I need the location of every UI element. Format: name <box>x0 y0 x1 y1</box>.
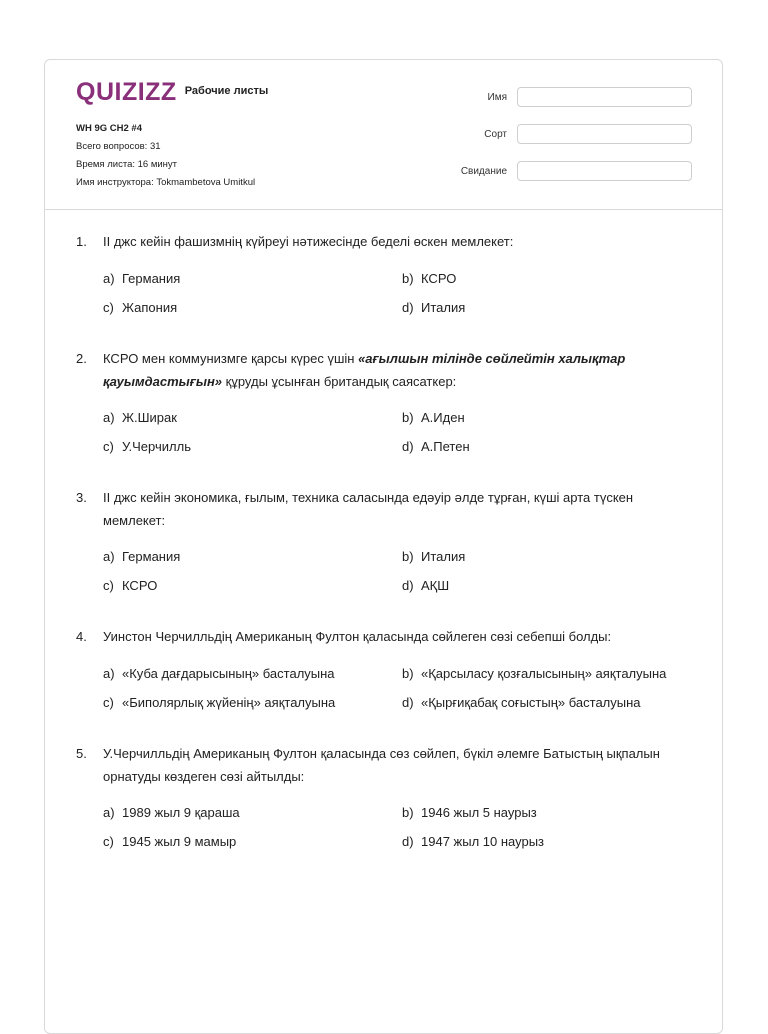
class-row <box>442 123 692 145</box>
option-a: a) Германия <box>103 271 181 286</box>
question-number: 1. <box>76 234 87 249</box>
question-emphasis: «ағылшын тілінде сөйлейтін халықтар қауымдастығын» <box>103 351 626 389</box>
worksheet-meta <box>76 120 255 192</box>
date-label: Свидание <box>460 165 507 177</box>
question-text: II джс кейін фашизмнің күйреуі нәтижесінде беделі өскен мемлекет: <box>103 234 514 249</box>
question-number: 3. <box>76 490 87 505</box>
date-field[interactable] <box>517 161 692 181</box>
option-c: c) 1945 жыл 9 мамыр <box>103 834 237 849</box>
question-text: Уинстон Черчилльдің Американың Фултон қаласында сөйлеген сөзі себепші болды: <box>103 629 612 644</box>
option-c: c) Жапония <box>103 300 178 315</box>
question-text: КСРО мен коммунизмге қарсы күрес үшін «ағылшын тілінде сөйлейтін халықтар қауымдастығын» құруды ұсынған британдық саясаткер: <box>103 351 626 389</box>
class-label: Сорт <box>484 128 507 140</box>
name-row <box>442 86 692 108</box>
question-number: 2. <box>76 351 87 366</box>
worksheets-label: Рабочие листы <box>184 84 269 97</box>
option-b: b) «Қарсыласу қозғалысының» аяқталуына <box>402 666 667 681</box>
question-text: У.Черчилльдің Американың Фултон қаласында сөз сөйлеп, бүкіл әлемге Батыстың ықпалын орнатуды көздеген сөзі айтылды: <box>103 746 660 784</box>
worksheet-code: WH 9G CH2 #4 <box>76 123 142 134</box>
date-row <box>442 160 692 182</box>
total-questions: Всего вопросов: 31 <box>76 141 161 152</box>
option-a: a) 1989 жыл 9 қараша <box>103 805 240 820</box>
class-field[interactable] <box>517 124 692 144</box>
question-number: 4. <box>76 629 87 644</box>
option-a: a) Ж.Ширак <box>103 410 177 425</box>
name-field[interactable] <box>517 87 692 107</box>
question-number: 5. <box>76 746 87 761</box>
name-label: Имя <box>487 91 507 103</box>
option-d: d) «Қырғиқабақ соғыстың» басталуына <box>402 695 641 710</box>
option-b: b) 1946 жыл 5 наурыз <box>402 805 537 820</box>
option-c: c) У.Черчилль <box>103 439 191 454</box>
option-d: d) Италия <box>402 300 466 315</box>
student-fields <box>442 86 692 197</box>
option-c: c) «Биполярлық жүйенің» аяқталуына <box>103 695 336 710</box>
option-d: d) АҚШ <box>402 578 450 593</box>
option-d: d) А.Петен <box>402 439 470 454</box>
worksheet-header <box>45 60 722 210</box>
option-a: a) Германия <box>103 549 181 564</box>
option-b: b) КСРО <box>402 271 457 286</box>
worksheet-page <box>44 59 723 1034</box>
option-a: a) «Куба дағдарысының» басталуына <box>103 666 335 681</box>
option-d: d) 1947 жыл 10 наурыз <box>402 834 544 849</box>
option-c: c) КСРО <box>103 578 158 593</box>
question-text: II джс кейін экономика, ғылым, техника саласында едәуір әлде тұрған, күші арта түскен мемлекет: <box>103 490 634 528</box>
quizizz-logo: QUIZIZZ <box>76 78 177 106</box>
sheet-time: Время листа: 16 минут <box>76 159 178 170</box>
instructor-name: Имя инструктора: Tokmambetova Umitkul <box>76 177 256 188</box>
option-b: b) Италия <box>402 549 466 564</box>
brand <box>76 80 268 105</box>
option-b: b) А.Иден <box>402 410 465 425</box>
